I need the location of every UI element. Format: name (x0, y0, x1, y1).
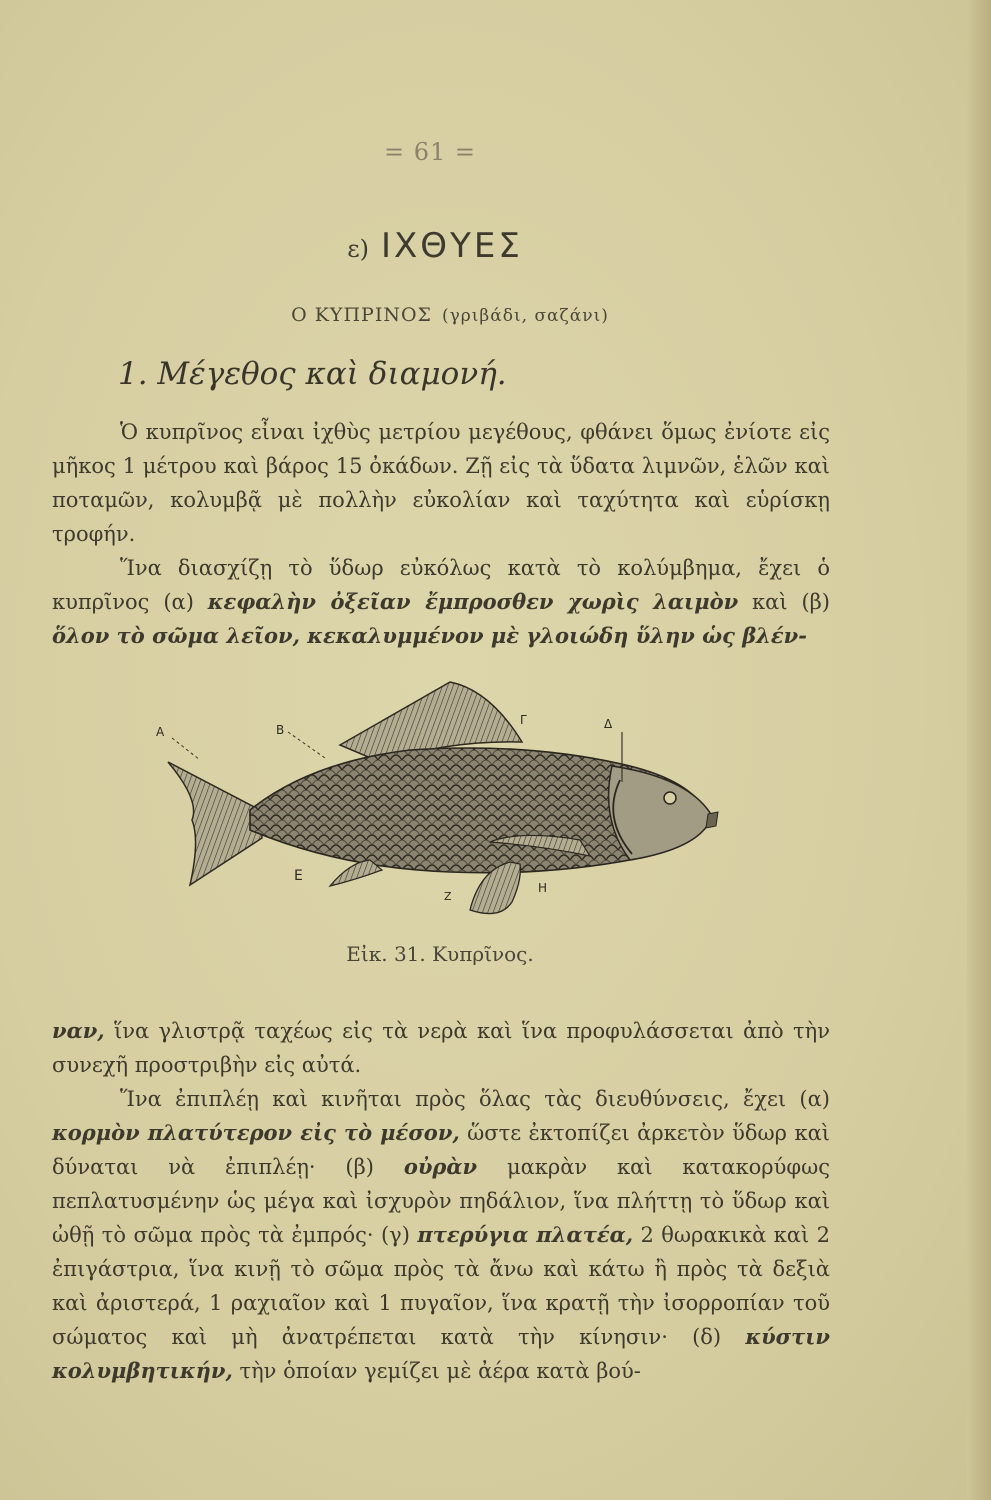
text-run: 2 θωρακικὰ καὶ 2 ἐπιγάστρια, ἵνα κινῇ τὸ σῶμα πρὸς τὰ ἄνω καὶ κάτω ἢ πρὸς τὰ δεξιὰ καὶ ἀριστερά, 1 ραχιαῖον καὶ 1 πυγαῖον, ἵνα κρατῇ τὴν ἰσορροπίαν τοῦ σώματος καὶ μὴ ἀνατρέπεται κατὰ τὴν κίνησιν· (δ) (52, 1223, 831, 1349)
tail-fin (168, 762, 262, 885)
chapter-title: ΙΧΘΥΕΣ (380, 226, 523, 266)
text-run: τὴν ὁποίαν γεμίζει μὲ ἀέρα κατὰ βού- (232, 1359, 641, 1383)
section-heading: 1. Μέγεθος καὶ διαμονή. (118, 356, 507, 392)
animal-title (0, 304, 900, 326)
paragraph-swimming-anatomy (52, 1082, 830, 1388)
emphasis-run: οὐρὰν (403, 1154, 478, 1179)
paragraph-continuation (52, 1014, 830, 1082)
text-run: ἵνα γλιστρᾷ ταχέως εἰς τὰ νερὰ καὶ ἵνα προφυλάσσεται ἀπὸ τὴν συνεχῆ προστριβὴν εἰς αὐτά. (52, 1019, 830, 1077)
emphasis-run: κεφαλὴν ὀξεῖαν ἔμπροσθεν χωρὶς λαιμὸν (207, 589, 739, 614)
page-number: = 61 = (383, 138, 476, 166)
emphasis-run: κύστιν κολυμβητικήν, (52, 1324, 830, 1383)
carp-illustration (150, 670, 730, 935)
figure-label-e: Ε (294, 868, 303, 884)
paragraph-head-body (52, 551, 830, 653)
text-run: μακρὰν καὶ κατακορύφως πεπλατυσμένην ὡς μέγα καὶ ἰσχυρὸν πηδάλιον, ἵνα πλήττῃ τὸ ὕδωρ καὶ ὠθῇ τὸ σῶμα πρὸς τὰ ἐμπρός· (γ) (52, 1155, 830, 1247)
figure-label-a: Α (156, 725, 165, 739)
text-run: καὶ (β) (738, 590, 830, 614)
page-edge-shadow (967, 0, 991, 1500)
emphasis-run: πτερύγια πλατέα, (417, 1222, 634, 1247)
fish-head (609, 766, 712, 860)
figure-label-z: Ζ (444, 890, 452, 903)
text-run: Ἵνα ἐπιπλέῃ καὶ κινῆται πρὸς ὅλας τὰς διευθύνσεις, ἔχει (α) (120, 1087, 830, 1111)
text-run: ὥστε ἐκτοπίζει ἀρκετὸν ὕδωρ καὶ δύναται νὰ ἐπιπλέῃ· (β) (52, 1121, 830, 1179)
emphasis-run: κορμὸν πλατύτερον εἰς τὸ μέσον, (52, 1120, 460, 1145)
emphasis-run: ὅλον τὸ σῶμα λεῖον, κεκαλυμμένον μὲ γλοιώδη ὕλην ὡς βλέν- (52, 623, 807, 648)
anal-fin (330, 860, 382, 886)
paragraph-size-habitat: Ὁ κυπρῖνος εἶναι ἰχθὺς μετρίου μεγέθους, φθάνει ὅμως ἐνίοτε εἰς μῆκος 1 μέτρου καὶ βάρος 15 ὀκάδων. Ζῇ εἰς τὰ ὕδατα λιμνῶν, ἑλῶν καὶ ποταμῶν, κολυμβᾷ μὲ πολλὴν εὐκολίαν καὶ ταχύτητα καὶ εὑρίσκῃ τροφήν. (52, 420, 830, 546)
eye-icon (664, 792, 676, 804)
chapter-heading (0, 226, 870, 266)
figure-label-h: Η (538, 881, 548, 895)
text-run: Ἵνα διασχίζῃ τὸ ὕδωρ εὐκόλως κατὰ τὸ κολύμβημα, ἔχει ὁ κυπρῖνος (α) (52, 556, 830, 614)
animal-name: Ο ΚΥΠΡΙΝΟΣ (291, 304, 432, 326)
animal-common-names: (γριβάδι, σαζάνι) (441, 306, 609, 326)
emphasis-run: ναν, (52, 1018, 105, 1043)
chapter-prefix: ε) (347, 235, 369, 263)
figure-label-d: Δ (604, 717, 613, 731)
figure-label-g: Γ (520, 713, 527, 727)
figure-label-b: Β (276, 723, 285, 737)
figure-caption: Εἰκ. 31. Κυπρῖνος. (346, 942, 534, 966)
